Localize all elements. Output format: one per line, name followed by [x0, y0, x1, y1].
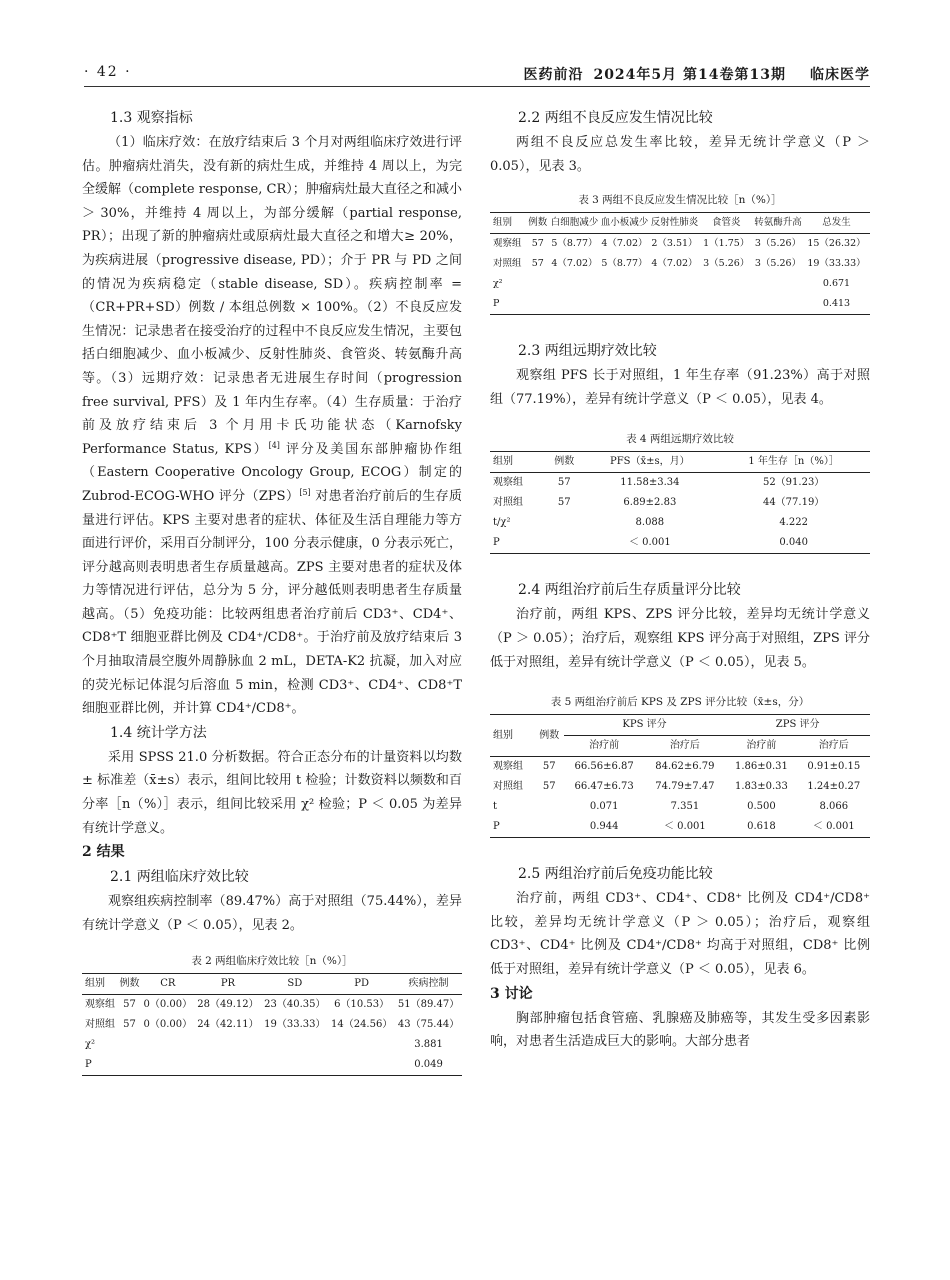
table-cell: 2（3.51） [651, 238, 698, 250]
table-cell: ＜ 0.001 [798, 817, 870, 838]
t5-sh-kps-before: 治疗前 [564, 736, 645, 757]
section-3-title: 3 讨论 [490, 985, 533, 1002]
table-cell: 0.671 [822, 278, 851, 290]
table-cell: P [490, 817, 535, 838]
table-row [82, 1015, 462, 1035]
table-cell: 57 [557, 497, 571, 509]
table-cell: ＜ 0.001 [645, 817, 726, 838]
table-3-header-row [490, 213, 870, 234]
table-cell: 57 [123, 1019, 136, 1031]
ref-4: [4] [268, 440, 280, 450]
table-4-grid [490, 451, 870, 554]
table-4-caption: 表 4 两组远期疗效比较 [626, 433, 734, 446]
table-stat-row [490, 294, 870, 315]
table-cell: 1.24±0.27 [807, 781, 861, 793]
t2-h-pd: PD [328, 974, 395, 995]
left-column [82, 106, 462, 1076]
t3-h-plt: 血小板减少 [599, 213, 649, 234]
table-2 [82, 953, 462, 1076]
table-cell: 57 [531, 258, 544, 270]
table-cell: 74.79±7.47 [655, 781, 715, 793]
table-cell: 57 [542, 761, 556, 773]
table-cell: 对照组 [493, 258, 522, 270]
table-cell: P [490, 533, 546, 554]
table-cell: 3（5.26） [703, 258, 750, 270]
table-cell: t/χ² [493, 517, 511, 529]
table-cell: 4（7.02） [601, 238, 648, 250]
page-number: · 42 · [84, 64, 132, 80]
table-cell: 观察组 [493, 477, 523, 489]
section-2-5-title: 2.5 两组治疗前后免疫功能比较 [518, 866, 713, 883]
table-cell: χ² [493, 278, 503, 290]
table-cell: 1（1.75） [703, 238, 750, 250]
table-cell: 57 [123, 999, 136, 1011]
table-4-header-row [490, 452, 870, 473]
table-cell: 8.088 [635, 517, 665, 529]
section-3-body: 胸部肿瘤包括食管癌、乳腺癌及肺癌等，其发生受多因素影响，对患者生活造成巨大的影响。大部分患者 [490, 1010, 870, 1050]
table-cell: 5（8.77） [601, 258, 648, 270]
table-cell: 5（8.77） [551, 238, 598, 250]
table-stat-row [490, 797, 870, 817]
t2-h-n: 例数 [118, 974, 141, 995]
table-cell: 对照组 [493, 497, 523, 509]
table-cell: 23（40.35） [264, 999, 326, 1011]
table-4 [490, 431, 870, 554]
t5-h-zps: ZPS 评分 [725, 715, 870, 736]
table-2-grid [82, 973, 462, 1076]
t2-h-pr: PR [195, 974, 262, 995]
table-cell: 6（10.53） [334, 999, 390, 1011]
journal-section: 临床医学 [810, 67, 870, 83]
section-2-2-body: 两组不良反应总发生率比较，差异无统计学意义（P ＞ 0.05），见表 3。 [490, 135, 870, 174]
t4-h-pfs: PFS（x̄±s，月） [582, 452, 717, 473]
table-cell: χ² [85, 1039, 96, 1051]
table-cell: 11.58±3.34 [620, 477, 680, 489]
table-stat-row [490, 274, 870, 294]
t3-h-wbc: 白细胞减少 [549, 213, 599, 234]
table-cell: 6.89±2.83 [623, 497, 677, 509]
s13-text-2: 评分及美国东部肿瘤协作组（Eastern Cooperative Oncology Group, ECOG）制定的 Zubrod-ECOG-WHO 评分（ZPS） [82, 441, 462, 504]
table-stat-row [82, 1035, 462, 1055]
t3-h-pneumonitis: 反射性肺炎 [649, 213, 699, 234]
journal-name: 医药前沿 [523, 67, 584, 83]
journal-issue: 2024年5月 第14卷第13期 [593, 67, 786, 83]
t2-h-group: 组别 [82, 974, 118, 995]
table-cell: 3（5.26） [754, 258, 802, 270]
section-2-5-body: 治疗前，两组 CD3⁺、CD4⁺、CD8⁺ 比例及 CD4⁺/CD8⁺ 比较，差异均无统计学意义（P ＞ 0.05）；治疗后，观察组 CD3⁺、CD4⁺ 比例及 CD4⁺/CD8⁺ 均高于对照组，CD8⁺ 比例低于对照组，差异有统计学意义（P ＜ 0.05），见表 6。 [490, 891, 870, 977]
table-row [490, 254, 870, 274]
ref-5: [5] [299, 487, 311, 497]
table-row [490, 777, 870, 797]
table-cell: 52（91.23） [762, 477, 825, 489]
t3-h-total: 总发生 [803, 213, 870, 234]
t5-sh-kps-after: 治疗后 [645, 736, 726, 757]
table-cell: 0.944 [564, 817, 645, 838]
table-cell: P [82, 1055, 118, 1076]
table-cell: 43（75.44） [397, 1019, 460, 1031]
table-cell: 19（33.33） [264, 1019, 326, 1031]
table-cell: 57 [557, 477, 571, 489]
section-2-1-title: 2.1 两组临床疗效比较 [110, 869, 249, 886]
table-cell: 0（0.00） [143, 999, 193, 1011]
header-rule [84, 86, 870, 87]
table-cell: 观察组 [493, 238, 522, 250]
table-cell: 66.47±6.73 [574, 781, 634, 793]
section-2-2-title: 2.2 两组不良反应发生情况比较 [518, 110, 713, 126]
t2-h-cr: CR [141, 974, 194, 995]
table-cell: 3.881 [414, 1039, 443, 1051]
table-cell: 0.91±0.15 [807, 761, 861, 773]
table-cell: P [490, 294, 526, 315]
t5-h-n: 例数 [535, 715, 564, 757]
table-row [490, 757, 870, 778]
section-2-title: 2 结果 [82, 844, 125, 861]
table-cell: 4（7.02） [651, 258, 698, 270]
table-cell: 51（89.47） [397, 999, 460, 1011]
s13-text-3: 对患者治疗前后的生存质量进行评估。KPS 主要对患者的症状、体征及生活自理能力等方面进行评价，采用百分制评分，100 分表示健康，0 分表示死亡，评分越高则表明患者生存质量越高。ZPS 主要对患者的症状及体力等情况进行评估，总分为 5 分，评分越低则表明患者生存质量越高。（5）免疫功能：比较两组患者治疗前后 CD3⁺、CD4⁺、CD8⁺T 细胞亚群比例及 CD4⁺/CD8⁺。于治疗前及放疗结束后 3 个月抽取清晨空腹外周静脉血 2 mL，DETA-K2 抗凝，加入对应的荧光标记体混匀后溶血 5 min，检测 CD3⁺、CD4⁺、CD8⁺T 细胞亚群比例，并计算 CD4⁺/CD8⁺。 [82, 488, 462, 717]
section-2-3-body: 观察组 PFS 长于对照组，1 年生存率（91.23%）高于对照组（77.19%），差异有统计学意义（P ＜ 0.05），见表 4。 [490, 368, 870, 407]
table-cell: 0.071 [589, 801, 619, 813]
table-cell: 8.066 [819, 801, 849, 813]
table-cell: 4（7.02） [551, 258, 598, 270]
t3-h-transaminase: 转氨酶升高 [753, 213, 803, 234]
t3-h-group: 组别 [490, 213, 526, 234]
s13-text-1: （1）临床疗效：在放疗结束后 3 个月对两组临床疗效进行评估。肿瘤病灶消失，没有新的病灶生成，并维持 4 周以上，为完全缓解（complete response, CR）；肿瘤病灶最大直径之和减小＞ 30%，并维持 4 周以上，为部分缓解（partial response, PR）；出现了新的肿瘤病灶或原病灶最大直径之和增大≥ 20%，为疾病进展（progressive disease, PD）；介于 PR 与 PD 之间的情况为疾病稳定（stable disease, SD）。疾病控制率 =（CR+PR+SD）例数 / 本组总例数 × 100%。（2）不良反应发生情况：记录患者在接受治疗的过程中不良反应发生情况，主要包括白细胞减少、血小板减少、反射性肺炎、食管炎、转氨酶升高等。（3）远期疗效：记录患者无进展生存时间（progression free survival, PFS）及 1 年内生存率。（4）生存质量：于治疗前及放疗结束后 3 个月用卡氏功能状态（Karnofsky Performance Status, KPS） [82, 135, 462, 457]
t4-h-group: 组别 [490, 452, 546, 473]
table-3 [490, 192, 870, 315]
table-cell: 观察组 [493, 761, 523, 773]
t4-h-survival: 1 年生存［n（%）］ [717, 452, 870, 473]
table-row [490, 234, 870, 255]
table-stat-row [82, 1055, 462, 1076]
table-cell: 0.040 [717, 533, 870, 554]
table-cell: 44（77.19） [762, 497, 825, 509]
table-cell: 0.413 [803, 294, 870, 315]
table-cell: ＜ 0.001 [582, 533, 717, 554]
table-cell: 4.222 [779, 517, 808, 529]
section-1-3-body [82, 131, 462, 721]
table-cell: 19（33.33） [807, 258, 866, 270]
section-1-3-title: 1.3 观察指标 [110, 110, 193, 126]
table-5-grid [490, 714, 870, 838]
table-stat-row [490, 817, 870, 838]
table-cell: 15（26.32） [807, 238, 866, 250]
t5-sh-zps-before: 治疗前 [725, 736, 797, 757]
table-stat-row [490, 513, 870, 533]
table-row [490, 473, 870, 494]
t2-h-sd: SD [261, 974, 328, 995]
table-row [490, 493, 870, 513]
table-stat-row [490, 533, 870, 554]
table-cell: 1.83±0.33 [734, 781, 788, 793]
table-cell: 0.500 [747, 801, 776, 813]
running-header [84, 64, 870, 88]
t3-h-n: 例数 [526, 213, 549, 234]
table-cell: 0（0.00） [143, 1019, 193, 1031]
t4-h-n: 例数 [546, 452, 582, 473]
table-5-caption: 表 5 两组治疗前后 KPS 及 ZPS 评分比较（x̄±s，分） [550, 696, 810, 709]
table-5 [490, 694, 870, 838]
table-3-grid [490, 212, 870, 315]
t5-sh-zps-after: 治疗后 [798, 736, 870, 757]
table-cell: 观察组 [85, 999, 115, 1011]
table-2-caption: 表 2 两组临床疗效比较［n（%）］ [191, 955, 353, 968]
table-2-header-row [82, 974, 462, 995]
table-cell: 84.62±6.79 [655, 761, 715, 773]
table-cell: 对照组 [85, 1019, 115, 1031]
section-1-4-title: 1.4 统计学方法 [110, 724, 207, 741]
t3-h-esophagitis: 食管炎 [699, 213, 753, 234]
table-cell: 28（49.12） [197, 999, 259, 1011]
section-2-3-title: 2.3 两组远期疗效比较 [518, 343, 657, 360]
table-cell: 0.049 [395, 1055, 462, 1076]
table-cell: 对照组 [493, 781, 523, 793]
table-cell: 24（42.11） [197, 1019, 259, 1031]
table-cell: 0.618 [725, 817, 797, 838]
table-cell: 66.56±6.87 [574, 761, 634, 773]
table-3-caption: 表 3 两组不良反应发生情况比较［n（%）］ [578, 194, 782, 207]
section-1-4-body: 采用 SPSS 21.0 分析数据。符合正态分布的计量资料以均数 ± 标准差（x̄±s）表示，组间比较用 t 检验；计数资料以频数和百分率［n（%）］表示，组间比较采用 χ² 检验；P ＜ 0.05 为差异有统计学意义。 [82, 749, 462, 836]
t5-h-group: 组别 [490, 715, 535, 757]
table-cell: 3（5.26） [754, 238, 802, 250]
table-cell: 7.351 [670, 801, 700, 813]
table-cell: 57 [542, 781, 556, 793]
table-row [82, 995, 462, 1016]
table-cell: 1.86±0.31 [734, 761, 788, 773]
section-2-4-body: 治疗前，两组 KPS、ZPS 评分比较，差异均无统计学意义（P ＞ 0.05）；治疗后，观察组 KPS 评分高于对照组，ZPS 评分低于对照组，差异有统计学意义（P ＜ 0.05），见表 5。 [490, 607, 870, 670]
journal-info [513, 64, 870, 84]
section-2-1-body: 观察组疾病控制率（89.47%）高于对照组（75.44%），差异有统计学意义（P ＜ 0.05），见表 2。 [82, 894, 462, 933]
right-column [490, 106, 870, 1054]
t5-h-kps: KPS 评分 [564, 715, 725, 736]
table-cell: 14（24.56） [330, 1019, 393, 1031]
table-cell: 57 [531, 238, 544, 250]
section-2-4-title: 2.4 两组治疗前后生存质量评分比较 [518, 582, 741, 599]
t2-h-dcr: 疾病控制 [395, 974, 462, 995]
table-cell: t [493, 801, 498, 813]
table-5-header-row [490, 715, 870, 736]
